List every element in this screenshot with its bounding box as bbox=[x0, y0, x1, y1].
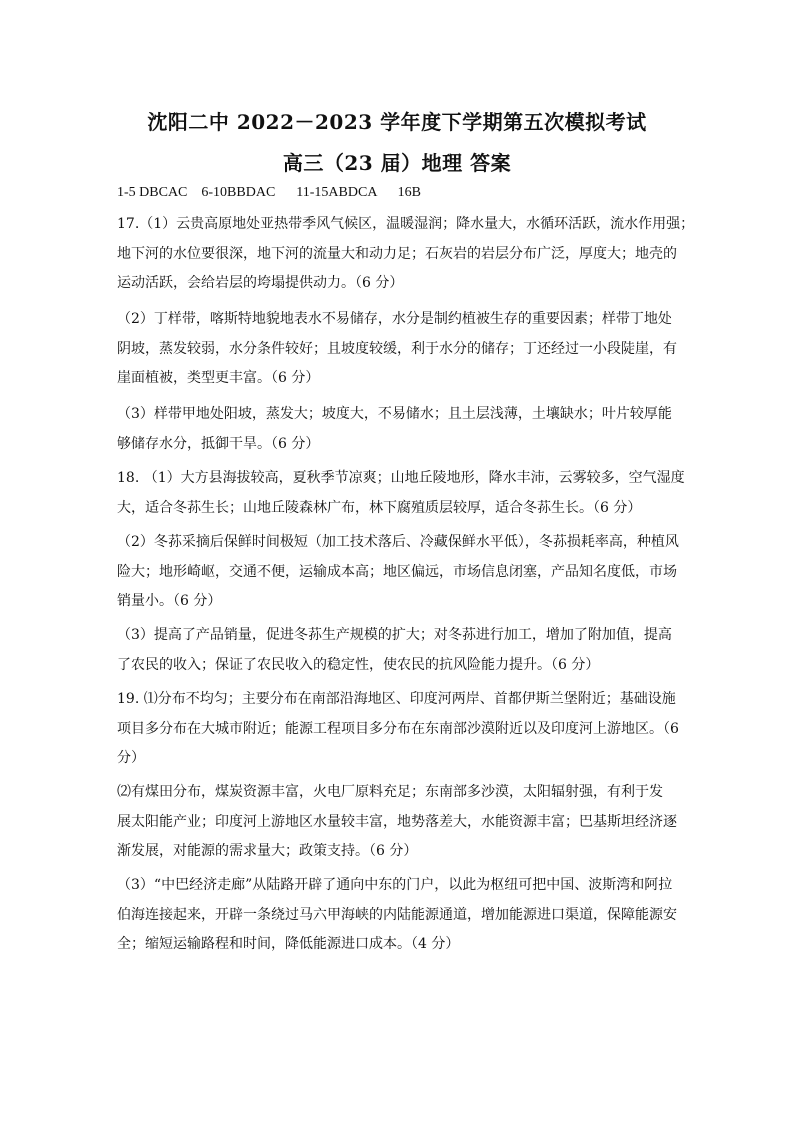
answer-line: （3）提高了产品销量，促进冬荪生产规模的扩大；对冬荪进行加工，增加了附加值，提高 bbox=[117, 627, 672, 643]
answer-line: 17.（1）云贵高原地处亚热带季风气候区，温暖湿润；降水量大，水循环活跃，流水作用强； bbox=[117, 216, 695, 232]
answer-line: 展太阳能产业；印度河上游地区水量较丰富，地势落差大，水能资源丰富；巴基斯坦经济逐 bbox=[117, 813, 677, 830]
answer-line: 险大；地形崎岖，交通不便，运输成本高；地区偏远，市场信息闭塞，产品知名度低，市场 bbox=[117, 563, 677, 580]
answer-line: 项目多分布在大城市附近；能源工程项目多分布在东南部沙漠附近以及印度河上游地区。（6 bbox=[117, 720, 679, 737]
q18-part3 bbox=[117, 621, 685, 680]
q17-part1 bbox=[117, 210, 695, 299]
answer-line: （3）“中巴经济走廊”从陆路开辟了通向中东的门户，以此为枢纽可把中国、波斯湾和阿拉 bbox=[117, 877, 673, 893]
exam-title: 沈阳二中 2022－2023 学年度下学期第五次模拟考试 bbox=[147, 110, 647, 134]
q19-part2 bbox=[117, 778, 685, 867]
q19-part3 bbox=[117, 871, 685, 960]
answer-line: 运动活跃，会给岩层的垮塌提供动力。（6 分） bbox=[117, 275, 404, 291]
answer-line: 19. ⑴分布不均匀；主要分布在南部沿海地区、印度河两岸、首都伊斯兰堡附近；基础设施 bbox=[117, 691, 676, 707]
answer-line: 崖面植被，类型更丰富。（6 分） bbox=[117, 370, 320, 386]
q18-part2 bbox=[117, 528, 685, 617]
q17-part3 bbox=[117, 400, 685, 459]
choice-answers: 1-5 DBCAC 6-10BBDAC 11-15ABDCA 16B bbox=[117, 185, 422, 200]
answer-line: （2）冬荪采摘后保鲜时间极短（加工技术落后、冷藏保鲜水平低），冬荪损耗率高，种植风 bbox=[117, 534, 679, 550]
answer-line: 销量小。（6 分） bbox=[117, 593, 222, 609]
answer-line: （3）样带甲地处阳坡，蒸发大；坡度大，不易储水；且土层浅薄，土壤缺水；叶片较厚能 bbox=[117, 406, 672, 422]
answer-line: 了农民的收入；保证了农民收入的稳定性，使农民的抗风险能力提升。（6 分） bbox=[117, 656, 600, 673]
answer-line: 渐发展，对能源的需求量大；政策支持。（6 分） bbox=[117, 843, 418, 859]
answer-line: 18. （1）大方县海拔较高，夏秋季节凉爽；山地丘陵地形，降水丰沛，云雾较多，空气湿度 bbox=[117, 470, 685, 486]
answer-line: 够储存水分，抵御干旱。（6 分） bbox=[117, 435, 320, 452]
answer-line: 全；缩短运输路程和时间，降低能源进口成本。（4 分） bbox=[117, 936, 460, 952]
answer-line: 大，适合冬荪生长；山地丘陵森林广布，林下腐殖质层较厚，适合冬荪生长。（6 分） bbox=[117, 499, 642, 516]
answer-line: ⑵有煤田分布，煤炭资源丰富，火电厂原料充足；东南部多沙漠，太阳辐射强，有利于发 bbox=[117, 784, 663, 800]
answer-line: （2）丁样带，喀斯特地貌地表水不易储存，水分是制约植被生存的重要因素；样带丁地处 bbox=[117, 311, 672, 327]
answer-line: 分） bbox=[117, 750, 145, 766]
answer-line: 地下河的水位要很深，地下河的流量大和动力足；石灰岩的岩层分布广泛，厚度大；地壳的 bbox=[117, 245, 677, 262]
q17-part2 bbox=[117, 305, 685, 394]
q19-part1 bbox=[117, 685, 685, 774]
exam-subtitle: 高三（23 届）地理 答案 bbox=[282, 151, 512, 175]
answer-line: 阴坡，蒸发较弱，水分条件较好；且坡度较缓，利于水分的储存；丁还经过一小段陡崖，有 bbox=[117, 340, 677, 357]
answer-line: 伯海连接起来，开辟一条绕过马六甲海峡的内陆能源通道，增加能源进口渠道，保障能源安 bbox=[117, 906, 677, 923]
q18-part1 bbox=[117, 464, 685, 523]
